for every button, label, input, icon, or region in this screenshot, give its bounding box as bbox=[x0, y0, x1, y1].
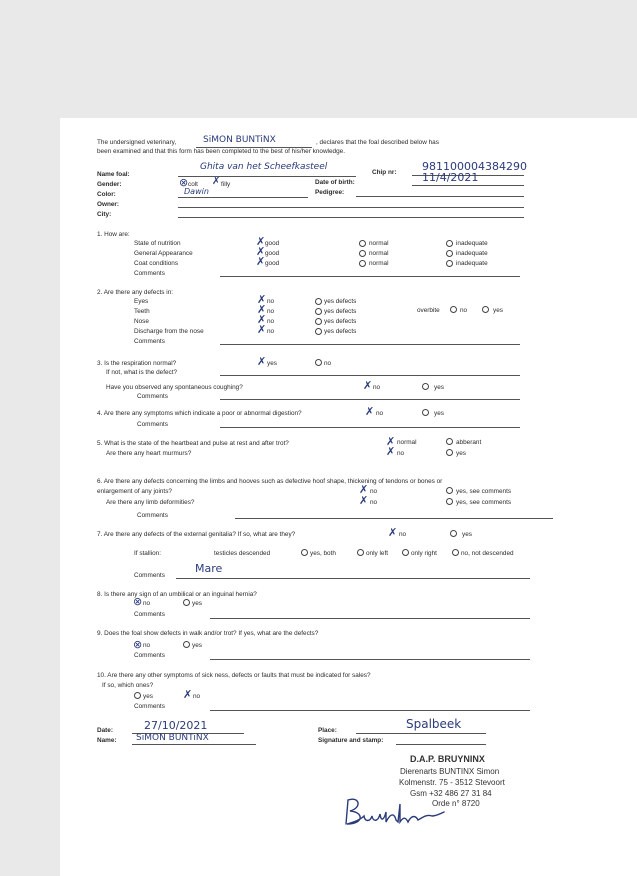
q2-yes-1: yes defects bbox=[324, 298, 357, 305]
q10-title: 10. Are there any other symptoms of sick ness, defects or faults that must be indicated for sales? bbox=[97, 672, 371, 679]
q7-none: no, not descended bbox=[461, 550, 514, 557]
no-x-icon: ✗ bbox=[257, 293, 267, 306]
intro-pre: The undersigned veterinary, bbox=[97, 139, 177, 146]
q3-title: 3. Is the respiration normal? bbox=[97, 360, 177, 367]
q8-title: 8. Is there any sign of an umbilical or an inguinal hernia? bbox=[97, 591, 257, 598]
name-handwritten: SiMON BUNTiNX bbox=[136, 733, 209, 743]
q9-title: 9. Does the foal show defects in walk and/or trot? If yes, what are the defects? bbox=[97, 630, 319, 637]
q3-cough-no: no bbox=[373, 384, 381, 391]
value-color: Dawin bbox=[184, 187, 209, 196]
no-x-icon: ⊗ bbox=[133, 638, 143, 651]
stamp-line-4: Gsm +32 486 27 31 84 bbox=[410, 789, 492, 798]
q6-comments: Comments bbox=[137, 512, 168, 519]
q7-left: only left bbox=[366, 550, 389, 557]
no-x-icon: ✗ bbox=[183, 688, 193, 701]
value-dob: 11/4/2021 bbox=[422, 171, 479, 184]
label-chip: Chip nr: bbox=[372, 169, 397, 176]
q2-no-3: no bbox=[267, 318, 275, 325]
q10-sub: If so, which ones? bbox=[102, 682, 154, 689]
no-x-icon: ✗ bbox=[257, 303, 267, 316]
q5-abberant: abberant bbox=[456, 439, 482, 446]
q1-normal-1: normal bbox=[369, 240, 389, 247]
q7-title: 7. Are there any defects of the external genitalia? If so, what are they? bbox=[97, 531, 296, 538]
q2-overbite: overbite bbox=[417, 307, 440, 314]
good-x-icon: ✗ bbox=[256, 235, 266, 248]
q2-row-eyes: Eyes bbox=[134, 298, 149, 305]
label-color: Color: bbox=[97, 191, 116, 198]
q4-title: 4. Are there any symptoms which indicate a poor or abnormal digestion? bbox=[97, 410, 302, 417]
q6-title2: enlargement of any joints? bbox=[97, 488, 172, 495]
q1-good-1: good bbox=[265, 240, 280, 247]
stamp-line-3: Kolmenstr. 75 - 3512 Stevoort bbox=[399, 778, 505, 787]
q4-yes: yes bbox=[434, 410, 444, 417]
no-x-icon: ✗ bbox=[359, 494, 369, 507]
value-chip: 981100004384290 bbox=[422, 160, 527, 173]
q1-row-coat: Coat conditions bbox=[134, 260, 179, 267]
q2-no-1: no bbox=[267, 298, 275, 305]
q10-comments: Comments bbox=[134, 703, 165, 710]
filly-x-icon: ✗ bbox=[212, 176, 221, 187]
q1-normal-3: normal bbox=[369, 260, 389, 267]
gender-colt: colt bbox=[188, 181, 198, 188]
q7-no: no bbox=[399, 531, 407, 538]
colt-check-icon: ⊗ bbox=[179, 176, 189, 189]
no-x-icon: ✗ bbox=[365, 405, 375, 418]
stamp-line-1: D.A.P. BRUYNINX bbox=[410, 754, 485, 764]
q8-comments: Comments bbox=[134, 611, 165, 618]
q6-no-1: no bbox=[370, 488, 378, 495]
q2-title: 2. Are there any defects in: bbox=[97, 289, 174, 296]
q7-both: yes, both bbox=[310, 550, 336, 557]
q6-yes-2: yes, see comments bbox=[456, 499, 512, 506]
q3-comments: Comments bbox=[137, 393, 168, 400]
q2-yes-4: yes defects bbox=[324, 328, 357, 335]
no-x-icon: ✗ bbox=[359, 483, 369, 496]
q3-sub: If not, what is the defect? bbox=[106, 369, 178, 376]
q10-no: no bbox=[193, 693, 201, 700]
intro-post: , declares that the foal described below has bbox=[316, 139, 439, 146]
q3-no: no bbox=[324, 360, 332, 367]
q3-cough: Have you observed any spontaneous coughing? bbox=[106, 384, 243, 391]
q7-testicles: testicles descended bbox=[214, 550, 271, 557]
q1-row-nutrition: State of nutrition bbox=[134, 240, 181, 247]
q1-inadequate-2: inadequate bbox=[456, 250, 488, 257]
q2-no-2: no bbox=[267, 308, 275, 315]
q8-no: no bbox=[143, 600, 151, 607]
good-x-icon: ✗ bbox=[256, 245, 266, 258]
q5-yes: yes bbox=[456, 450, 466, 457]
stamp-line-5: Orde n° 8720 bbox=[432, 799, 480, 808]
q10-yes: yes bbox=[143, 693, 153, 700]
q6-title: 6. Are there any defects concerning the limbs and hooves such as defective hoof shape, thickening of tendons or bones or bbox=[97, 478, 443, 485]
q2-yes-3: yes defects bbox=[324, 318, 357, 325]
no-x-icon: ✗ bbox=[363, 379, 373, 392]
q5-normal: normal bbox=[397, 439, 417, 446]
q2-row-nose: Nose bbox=[134, 318, 149, 325]
q2-comments: Comments bbox=[134, 338, 165, 345]
handwritten-signature bbox=[340, 794, 450, 834]
q5-sub: Are there any heart murmurs? bbox=[106, 450, 192, 457]
q1-inadequate-3: inadequate bbox=[456, 260, 488, 267]
q5-title: 5. What is the state of the heartbeat and pulse at rest and after trot? bbox=[97, 440, 289, 447]
label-signature: Signature and stamp: bbox=[318, 737, 384, 744]
q2-overbite-no: no bbox=[460, 307, 468, 314]
label-owner: Owner: bbox=[97, 201, 120, 208]
date-handwritten: 27/10/2021 bbox=[144, 719, 208, 732]
q2-row-discharge: Discharge from the nose bbox=[134, 328, 204, 335]
label-city: City: bbox=[97, 211, 112, 218]
q2-overbite-yes: yes bbox=[493, 307, 503, 314]
q1-row-appearance: General Appearance bbox=[134, 250, 193, 257]
label-gender: Gender: bbox=[97, 181, 122, 188]
no-x-icon: ✗ bbox=[257, 323, 267, 336]
q2-no-4: no bbox=[267, 328, 275, 335]
q6-sub: Are there any limb deformities? bbox=[106, 499, 195, 506]
q7-yes: yes bbox=[462, 531, 472, 538]
q1-inadequate-1: inadequate bbox=[456, 240, 488, 247]
no-x-icon: ✗ bbox=[388, 526, 398, 539]
q9-comments: Comments bbox=[134, 652, 165, 659]
stamp-line-2: Dierenarts BUNTINX Simon bbox=[400, 767, 500, 776]
value-name-foal: Ghita van het Scheefkasteel bbox=[200, 162, 328, 172]
q4-comments: Comments bbox=[137, 421, 168, 428]
q6-no-2: no bbox=[370, 499, 378, 506]
q9-yes: yes bbox=[192, 642, 202, 649]
good-x-icon: ✗ bbox=[256, 255, 266, 268]
q1-normal-2: normal bbox=[369, 250, 389, 257]
q6-yes-1: yes, see comments bbox=[456, 488, 512, 495]
no-x-icon: ✗ bbox=[386, 445, 396, 458]
vet-name-handwritten: SiMON BUNTiNX bbox=[203, 135, 276, 145]
q1-good-2: good bbox=[265, 250, 280, 257]
q7-right: only right bbox=[411, 550, 437, 557]
place-handwritten: Spalbeek bbox=[406, 717, 462, 731]
q1-title: 1. How are: bbox=[97, 231, 130, 238]
label-dob: Date of birth: bbox=[315, 179, 355, 186]
q1-good-3: good bbox=[265, 260, 280, 267]
q5-no: no bbox=[397, 450, 405, 457]
label-name-foal: Name foal: bbox=[97, 171, 130, 178]
no-x-icon: ⊗ bbox=[133, 595, 143, 608]
form-sheet bbox=[60, 118, 637, 876]
yes-x-icon: ✗ bbox=[257, 355, 267, 368]
label-place: Place: bbox=[318, 727, 337, 734]
q2-yes-2: yes defects bbox=[324, 308, 357, 315]
label-name: Name: bbox=[97, 737, 117, 744]
gender-filly: filly bbox=[221, 181, 231, 188]
q3-cough-yes: yes bbox=[434, 384, 444, 391]
q1-comments: Comments bbox=[134, 270, 165, 277]
q9-no: no bbox=[143, 642, 151, 649]
q8-yes: yes bbox=[192, 600, 202, 607]
q7-stallion: If stallion: bbox=[134, 550, 161, 557]
label-pedigree: Pedigree: bbox=[315, 189, 345, 196]
normal-x-icon: ✗ bbox=[386, 435, 396, 448]
q7-comments: Comments bbox=[134, 572, 165, 579]
intro-line2: been examined and that this form has been completed to the best of his/her knowledge. bbox=[97, 148, 345, 155]
q7-comments-handwritten: Mare bbox=[195, 562, 223, 575]
q4-no: no bbox=[376, 410, 384, 417]
no-x-icon: ✗ bbox=[257, 313, 267, 326]
q2-row-teeth: Teeth bbox=[134, 308, 150, 315]
q3-yes: yes bbox=[267, 360, 277, 367]
label-date: Date: bbox=[97, 727, 113, 734]
